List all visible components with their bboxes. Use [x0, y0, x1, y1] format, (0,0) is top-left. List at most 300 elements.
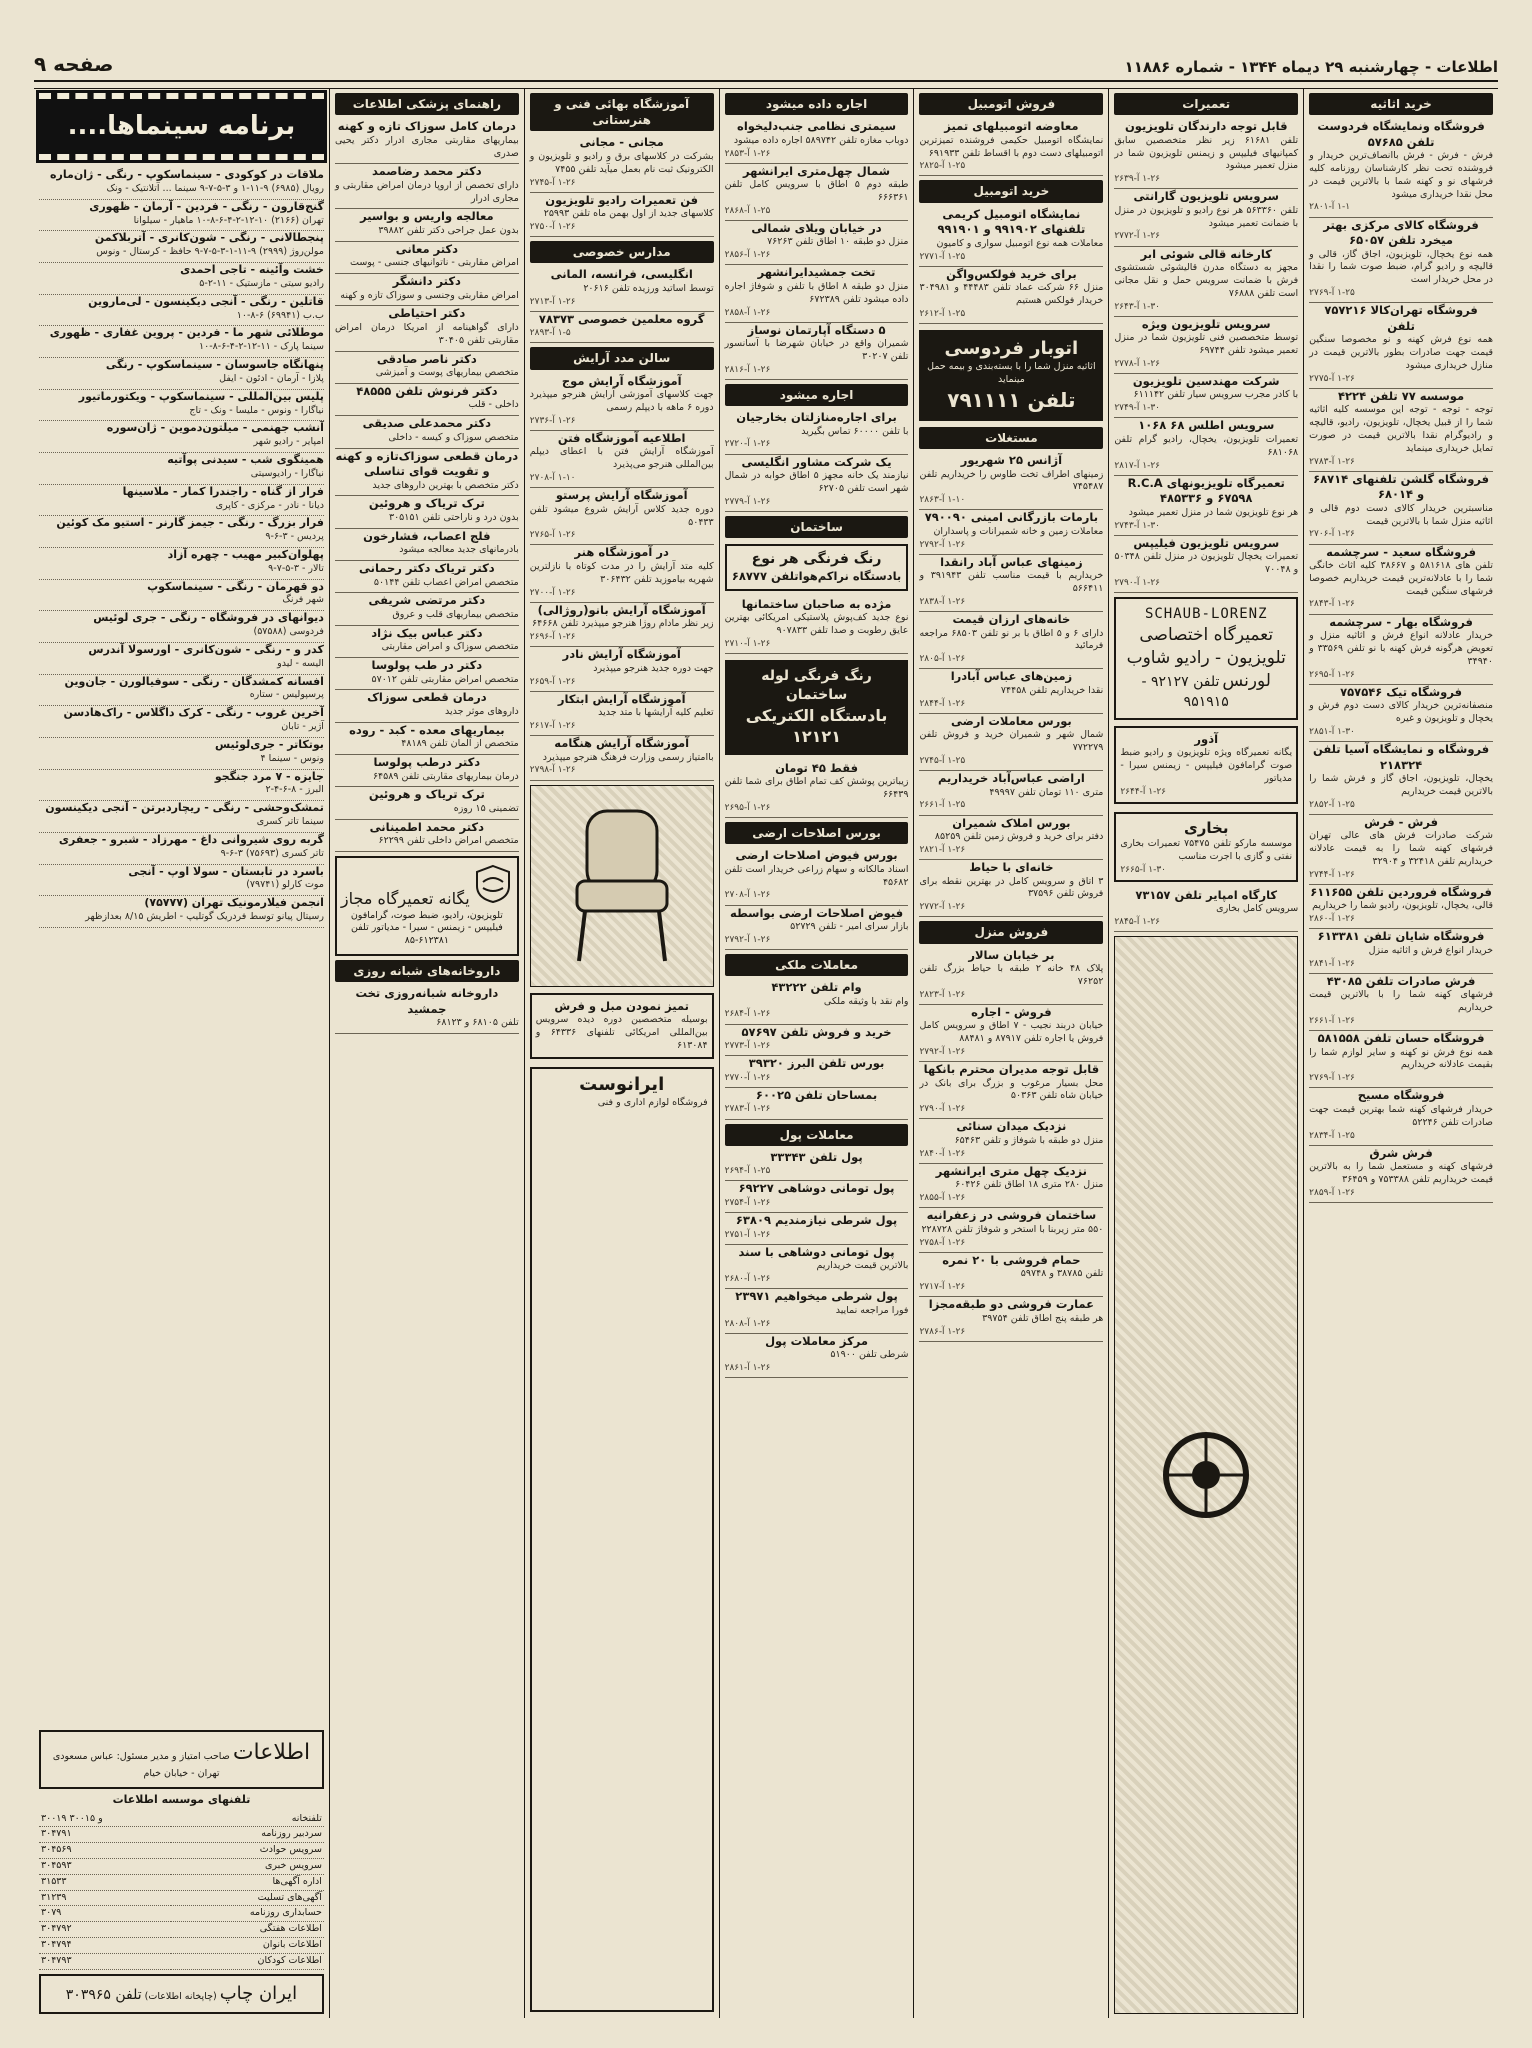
ad-body: شمال شهر و شمیران خرید و فروش تلفن ۷۷۲۲۷۹ [919, 729, 1104, 754]
cinema-listing [39, 231, 324, 263]
page-masthead [34, 36, 1498, 82]
ad-title: آذور [1194, 731, 1219, 746]
classified-ad [919, 669, 1103, 713]
ad-title: شمال چهل‌متری ایرانشهر [742, 163, 891, 178]
film-title: قاتلین - رنگی - آنجی دیکینسون - لی‌ماروین [88, 294, 324, 308]
classified-ad [1114, 536, 1298, 593]
ad-body: بازار سرای امیر - تلفن ۵۲۷۲۹ [790, 921, 909, 933]
ad-body: بیماریهای مقاربتی مجاری ادرار دکتر یحیی صدری [334, 134, 519, 159]
ad-title: ساختمان فروشی در زعفرانیه [926, 1208, 1097, 1223]
film-title: دیوانهای در فروشگاه - رنگی - جری لوئیس [93, 611, 324, 625]
ad-body: بدون عمل جراحی دکتر تلفن ۳۹۸۸۲ [378, 224, 519, 236]
cinema-listing [39, 390, 324, 422]
classified-ad [919, 267, 1103, 324]
ad-title: فروشگاه سعید - سرچشمه [1326, 544, 1477, 559]
ad-title: معالجه واریس و بواسیر [360, 209, 494, 224]
phone-row [39, 1906, 324, 1922]
classified-ad [335, 820, 519, 852]
ad-title: نزدیک چهل متری ایرانشهر [935, 1163, 1088, 1178]
cinema-listing [39, 295, 324, 327]
ad-code: ۱-۲۶ آ-۲۷۱۳ [529, 296, 576, 307]
phone-label: اطلاعات کودکان [171, 1953, 324, 1969]
heater-illustration [1114, 936, 1298, 2014]
ad-body: تلفن های ۵۸۱۶۱۸ و ۳۸۶۶۷ کلیه اثاث خانگی شما را با عادلانه‌ترین قیمت خریداریم خصوصا فرشهای سنگین قیمت [1309, 560, 1493, 597]
film-title: بوتکاتر - جری‌لوئیس [215, 737, 324, 751]
phone-number: ۳۰۴۵۶۹ [39, 1843, 171, 1859]
column-cars-realestate [913, 89, 1108, 2018]
ad-code: ۱-۲۶ آ-۲۷۸۶ [919, 1326, 966, 1337]
classified-ad [1309, 1088, 1493, 1145]
classified-ad [1309, 974, 1493, 1031]
ad-code: ۱-۲۶ آ-۲۶۱۷ [529, 721, 576, 732]
column-heading: خرید اتومبیل [919, 180, 1103, 202]
ad-phone: تلفن ۷۹۱۱۱۱ [947, 387, 1076, 412]
cinema-showtimes: سینما پارک - ۱۱-۱۲-۲-۴-۶-۸-۱۰ [199, 341, 324, 353]
ad-body: فرشهای کهنه و مستعمل شما را به بالاترین قیمت خریداریم تلفن ۷۵۳۳۸۸ و ۳۶۴۵۹ [1309, 1161, 1493, 1185]
ad-body: همه نوع فرش نو کهنه و سایر لوازم شما را بقیمت عادلانه خریداریم [1309, 1046, 1493, 1071]
ad-body: امراض مقاربتی - ناتوانیهای جنسی - پوست [349, 257, 519, 269]
classified-ad [919, 119, 1103, 176]
classified-ad [725, 1213, 909, 1245]
phone-row [39, 1843, 324, 1859]
ad-body: متخصص امراض داخلی تلفن ۶۲۲۹۹ [378, 835, 519, 847]
film-title: انجمن فیلارمونیک تهران (۷۵۷۷۷) [144, 896, 324, 910]
phone-label: حسابداری روزنامه [171, 1906, 324, 1922]
column-heading: مستغلات [919, 427, 1103, 449]
ad-title: تخت جمشیدایرانشهر [757, 265, 876, 280]
column-heading: بورس اصلاحات ارضی [725, 822, 909, 844]
ad-code: ۱-۲۶ آ-۲۷۹۰ [919, 1104, 966, 1115]
classified-ad [1114, 418, 1298, 475]
ad-body: معاملات زمین و خانه شمیرانات و پاسداران [933, 525, 1104, 537]
cinema-showtimes: مولن‌روژ (۲۹۹۹) ۹-۱۱-۱-۳-۵-۷-۹ حافظ - کرستال - ونوس [96, 246, 324, 258]
ad-title: فرش - فرش [1364, 814, 1439, 829]
ad-title: دکتر احتیاطی [388, 306, 466, 321]
classified-ad [530, 647, 714, 691]
ad-body: قالی، یخچال، تلویزیون، رادیو شما را خریداریم [1312, 900, 1493, 912]
cinema-listing [39, 833, 324, 865]
ad-body: متخصص امراض مقاربتی تلفن ۵۷۰۱۲ [371, 673, 519, 685]
ad-title: آموزشگاه آرایش موج [561, 373, 682, 388]
ad-code: ۱-۲۶ آ-۲۸۶۱ [724, 1363, 771, 1374]
classified-columns [34, 88, 1498, 2018]
ad-body: داخلی - قلب [468, 399, 519, 411]
ad-body: یگانه تعمیرگاه ویژه تلویزیون و رادیو ضبط صوت گرامافون فیلیپس - زیمنس سیرا - مدیاتور [1120, 747, 1293, 784]
cinema-showtimes: شهر فرنگ [282, 594, 324, 606]
ad-title: سرویس تلویزیون گارانتی [1133, 189, 1279, 204]
ad-body: منزل ۶۶ شرکت عماد تلفن ۴۴۴۸۳ و ۳۰۴۹۸۱ خریدار فولکس هستیم [919, 282, 1104, 306]
ad-list [1114, 119, 1298, 593]
ad-title: نمایشگاه اتومبیل کریمی تلفنهای ۹۹۱۹۰۲ و ۹۹۱۹۰۱ [937, 206, 1086, 237]
phones-title: تلفنهای موسسه اطلاعات [112, 1792, 251, 1806]
ad-title: پول شرطی میخواهیم ۲۳۹۷۱ [735, 1289, 898, 1304]
phone-label: سرویس خبری [171, 1859, 324, 1875]
ad-title: فروشگاه حسان تلفن ۵۸۱۵۵۸ [1317, 1031, 1485, 1046]
ad-body: توسط متخصصین فنی تلویزیون شما در منزل تعمیر میشود تلفن ۶۹۷۴۴ [1114, 332, 1299, 356]
phone-number: ۳۰۴۵۹۳ [39, 1859, 171, 1875]
ad-code: ۱-۲۶ آ-۲۸۱۷ [1114, 460, 1161, 471]
film-title: ملاقات در کوکودی - سینماسکوپ - رنگی - ژان‌ماره [50, 168, 324, 182]
column-heading: سالن مدد آرایش [530, 347, 714, 369]
cinema-showtimes: تهران (۲۱۶۶) ۱۰-۱۲-۲-۴-۶-۸-۱۰ ماهیار - سیلوانا [133, 214, 324, 226]
ad-title: بورس معاملات ارضی [951, 713, 1072, 728]
ad-list [725, 597, 909, 654]
ad-body: تلفن ۵۶۳۳۶۰ هر نوع رادیو و تلویزیون در منزل با ضمانت تعمیر میشود [1114, 204, 1299, 229]
ad-list [725, 1150, 909, 1378]
film-title: آخرین غروب - رنگی - کرک داگلاس - راک‌هادسن [63, 706, 324, 720]
phone-row [39, 1812, 324, 1827]
ad-body: منزل دو طبقه ۱۰ اطاق تلفن ۷۶۲۶۳ [767, 236, 909, 248]
phone-label: سرویس حوادث [171, 1843, 324, 1859]
heater-ad [1114, 812, 1298, 882]
ad-code: ۱-۲۵ آ-۲۶۹۴ [724, 1166, 771, 1177]
ad-code: ۱-۳۰ آ-۲۷۴۳ [1114, 520, 1161, 531]
ad-title: پول تومانی دوشاهی ۶۹۲۲۷ [738, 1181, 895, 1196]
ad-body: دارای گواهینامه از امریکا درمان امراض مقاربتی تلفن ۳۰۴۰۵ [334, 321, 519, 346]
ad-code: ۱-۲۶ آ-۲۸۰۸ [724, 1318, 771, 1329]
classified-ad [725, 1289, 909, 1333]
ad-code: ۱-۲۶ آ-۲۷۰۰ [529, 587, 576, 598]
column-heading: اجاره میشود [725, 384, 909, 406]
ad-code: ۱-۲۶ آ-۲۸۰۵ [919, 654, 966, 665]
cinema-listing [39, 453, 324, 485]
classified-ad [725, 1181, 909, 1213]
classified-ad [1114, 247, 1298, 317]
classified-ad [335, 119, 519, 164]
classified-ad [335, 449, 519, 497]
ad-code: ۱-۲۶ آ-۲۷۷۲ [919, 902, 966, 913]
phone-label: اطلاعات بانوان [171, 1938, 324, 1954]
ad-title: فلج اعصاب، فشارخون [363, 528, 491, 543]
ad-title: موسسه ۷۷ تلفن ۴۲۲۴ [1338, 388, 1465, 403]
phone-row [39, 1922, 324, 1938]
column-heading: خرید اثاثیه [1309, 93, 1493, 115]
ad-title: فروشگاه گلشن تلفنهای ۶۸۷۱۴ و ۶۸۰۱۴ [1313, 471, 1490, 502]
ad-body: کلیه متد آرایش را در مدت کوتاه با نازلترین شهریه بیاموزید تلفن ۳۰۶۴۳۲ [529, 560, 714, 585]
cinema-listing [39, 421, 324, 453]
classified-ad [725, 265, 909, 322]
ad-title: پول تومانی دوشاهی با سند [738, 1244, 895, 1259]
classified-ad [919, 771, 1103, 815]
ad-code: ۱-۲۶ آ-۲۸۲۳ [919, 989, 966, 1000]
ad-body: همه نوع فرش کهنه و نو مخصوصا سنگین قیمت جهت صادرات بطور بالاترین قیمت در منازل خریداری میشود [1309, 334, 1493, 371]
film-title: افسانه کمشدگان - رنگی - سوفیالورن - جان‌وین [64, 674, 324, 688]
classified-ad [335, 755, 519, 787]
classified-ad [919, 1208, 1103, 1252]
classified-ad [335, 274, 519, 306]
ad-body: زیباترین پوشش کف تمام اطاق برای شما تلفن ۶۶۴۳۹ [724, 776, 909, 801]
ad-body: منزل دو طبقه ۸ اطاق با تلفن و شوفاژ اجاره داده میشود تلفن ۶۷۲۳۸۹ [724, 280, 909, 305]
ad-title: معاوضه اتومبیلهای تمیز [944, 119, 1079, 134]
ad-code: ۱-۲۶ آ-۲۷۹۲ [919, 1046, 966, 1057]
cinema-listing [39, 200, 324, 232]
ad-body: فروشگاه لوازم اداری و فنی [597, 1096, 708, 1108]
pharmacy-ad [335, 986, 519, 1034]
column-repairs [1108, 89, 1303, 2018]
ad-title: فروشگاه شایان تلفن ۶۱۳۳۸۱ [1317, 929, 1485, 944]
ad-body: باامتیاز رسمی وزارت فرهنگ هنرجو میپذیرد [542, 751, 714, 763]
ad-body: زیر نظر مادام روژا هنرجو میپذیرد تلفن ۶۴۶۶۸ [532, 618, 714, 630]
ad-title: فیوض اصلاحات ارضی بواسطه [729, 905, 904, 920]
ad-body: دوره جدید کلاس آرایش شروع میشود تلفن ۵۰۴۳۳ [529, 503, 714, 528]
ad-body: منصفانه‌ترین خریدار کالای دست دوم فرش و یخچال و تلویزیون و غیره [1309, 700, 1493, 725]
philips-ad [335, 856, 519, 956]
ad-title: رنگ فرنگی هر نوع [751, 551, 882, 568]
ad-title: فروشگاه مسیح [1357, 1088, 1445, 1103]
ad-body: نمایشگاه اتومبیل حکیمی فروشنده تمیزترین اتومبیلهای دست دوم با اقساط تلفن ۶۹۱۹۳۳ [919, 134, 1104, 159]
ad-code: ۱-۲۶ آ-۲۷۹۰ [1114, 577, 1161, 588]
ad-body: خیابان دربند نجیب - ۷ اطاق و سرویس کامل فروش یا اجاره تلفن ۸۷۹۱۷ و ۸۸۴۸۱ [919, 1020, 1104, 1045]
ad-code: ۱-۲۶ آ-۲۷۵۴ [724, 1197, 771, 1208]
ad-title: دکتر درطب پولوسا [373, 755, 481, 770]
ad-body: شمیران واقع در خیابان شهرضا با آسانسور تلفن ۳۰۲۰۷ [724, 338, 909, 363]
film-title: گنج‌قارون - رنگی - فردین - آرمان - ظهوری [89, 199, 324, 213]
ad-body: یخچال، تلویزیون، اجاق گاز و فرش شما را بالاترین قیمت خریداریم [1309, 773, 1493, 797]
ad-title: دکتر دانشگر [392, 274, 461, 289]
classified-ad [335, 787, 519, 819]
classified-ad [919, 816, 1103, 860]
paint-banner [725, 544, 909, 590]
classified-ad [1309, 615, 1493, 685]
ad-title: بورس فیوض اصلاحات ارضی [735, 848, 898, 863]
ad-body: با کادر مجرب سرویس سیار تلفن ۶۱۱۱۴۲ [1133, 389, 1299, 401]
classified-ad [530, 736, 714, 780]
ad-phone: تلفن ۳۰۳۹۶۵ [65, 1986, 142, 2003]
ad-title: اتوبار فردوسی [944, 337, 1079, 359]
film-title: کدر و - رنگی - شون‌کانری - اورسولا آندرس [88, 642, 324, 656]
phone-label: اطلاعات هفتگی [171, 1922, 324, 1938]
ad-title: مجانی - مجانی [579, 135, 664, 150]
cinema-showtimes: امپایر - رادیو شهر [253, 436, 324, 448]
ad-code: ۱-۲۶ آ-۲۸۴۴ [919, 698, 966, 709]
ad-body: تلفن ۳۸۷۸۵ و ۵۹۷۴۸ [1020, 1268, 1104, 1280]
ad-title: زمین‌های عباس آبادرا [950, 669, 1073, 684]
ad-code: ۱-۲۶ آ-۲۸۳۸ [919, 596, 966, 607]
ad-body: مناسبترین خریدار کالای دست دوم قالی و اثاثیه منزل شما با بالاترین قیمت [1309, 502, 1493, 527]
ad-code: ۱-۲۶ آ-۲۷۴۴ [1309, 869, 1355, 880]
film-title: گربه‌ روی شیروانی داغ - مهرزاد - شبرو - جعفری [58, 832, 324, 846]
column-heading: ساختمان [725, 516, 909, 538]
ad-title: دکتر محمدعلی صدیقی [362, 416, 492, 431]
classified-ad [530, 193, 714, 237]
classified-ad [919, 1119, 1103, 1163]
classified-ad [919, 948, 1103, 1005]
ad-code: ۱-۳۰ آ-۲۶۴۳ [1114, 301, 1161, 312]
classified-ad [919, 510, 1103, 554]
ad-code: ۱-۲۶ آ-۲۷۷۰ [724, 1072, 771, 1083]
ad-body: دکتر متخصص با بهترین داروهای جدید [372, 479, 519, 491]
ad-title: پول شرطی نیازمندیم ۶۳۸۰۹ [735, 1213, 898, 1228]
classified-ad [530, 135, 714, 192]
ad-body: هر نوع تلویزیون شما در منزل تعمیر میشود [1128, 506, 1299, 518]
phone-label: آگهی‌های تسلیت [171, 1890, 324, 1906]
cinema-showtimes: سینما تاتر کسری [256, 816, 324, 828]
ad-body: فورا مراجعه نمایید [835, 1304, 909, 1316]
classified-ad [1309, 685, 1493, 742]
ad-title: خانه‌ای با حیاط [969, 860, 1054, 875]
ad-code: ۱-۲۵ آ-۲۷۷۱ [919, 251, 966, 262]
cinema-listing [39, 326, 324, 358]
page-number-label: صفحه ۹ [34, 52, 114, 76]
cinema-listing [39, 865, 324, 897]
ad-body: پلاک ۴۸ خانه ۲ طبقه با حیاط بزرگ تلفن ۷۶۲۵۲ [919, 963, 1104, 987]
ad-title: برای اجاره‌منازلتان بخارجیان [736, 410, 897, 425]
ad-body: متخصص سوزاک و کیسه - داخلی [388, 431, 519, 443]
classified-ad [530, 267, 714, 311]
classified-ad [725, 221, 909, 265]
ad-title: فروشگاه ونمایشگاه فردوست تلفن ۵۷۶۸۵ [1317, 119, 1485, 149]
ettelaat-logo [39, 1730, 324, 1789]
phone-label: سردبیر روزنامه [171, 1827, 324, 1843]
ad-title: بمساحان تلفن ۶۰۰۲۵ [755, 1087, 878, 1102]
column-heading: تعمیرات [1114, 93, 1298, 115]
column-heading: مدارس خصوصی [530, 241, 714, 263]
ad-title: تمیز نمودن مبل و فرش [554, 998, 690, 1013]
ad-title: فروشگاه کالای مرکزی بهتر میخرد تلفن ۶۵۰۵۷ [1323, 217, 1479, 248]
ad-title: ۵ دستگاه آپارتمان نوساز [747, 322, 886, 337]
ad-title: داروخانه شبانه‌روزی تخت جمشید [355, 986, 499, 1016]
classified-ad [335, 306, 519, 351]
brand-logo: SCHAUB-LORENZ [1144, 605, 1268, 622]
ad-title: مرکز معاملات پول [765, 1333, 869, 1348]
ad-title: شرکت مهندسین تلویزیون [1132, 373, 1280, 388]
ad-body: تعلیم کلیه آرایشها با متد جدید [598, 707, 714, 719]
classified-ad [919, 1164, 1103, 1208]
film-title: موطلائی شهر ما - فردین - پروین غفاری - ظهوری [49, 326, 324, 340]
classified-ad [1309, 545, 1493, 615]
classified-ad [1114, 189, 1298, 246]
ad-code: ۱-۲۶ آ-۲۷۱۷ [919, 1282, 966, 1293]
wheel-icon [1161, 1430, 1251, 1520]
ad-code: ۱-۲۶ آ-۲۶۵۹ [529, 676, 576, 687]
furniture-cleaning-ad [530, 993, 714, 1059]
ad-body: نوع جدید کف‌پوش پلاستیکی امریکائی بهترین عایق رطوبت و صدا تلفن ۹۰۷۸۳۳ [724, 612, 909, 636]
classified-ad [1114, 374, 1298, 418]
column-heading: داروخانه‌های شبانه روزی [335, 960, 519, 982]
classified-ad [1309, 472, 1493, 545]
classified-ad [1309, 929, 1493, 973]
schaub-lorenz-ad [1114, 597, 1298, 720]
film-title: خشت وآئینه - تاجی احمدی [180, 263, 324, 277]
phone-number: ۳۰۷۹ [39, 1906, 171, 1922]
ad-title: انگلیسی، فرانسه، المانی [550, 267, 693, 282]
ad-code: ۱-۲۶ آ-۲۸۲۱ [919, 844, 966, 855]
ad-body: متخصص از آلمان تلفن ۴۸۱۸۹ [401, 738, 519, 750]
ad-title: در خیابان ویلای شمالی [751, 220, 882, 235]
classified-ad [530, 431, 714, 488]
phone-label: تلفنخانه [171, 1812, 324, 1827]
classified-ad [1309, 1146, 1493, 1203]
cinema-listing [39, 263, 324, 295]
cinema-list [39, 168, 324, 928]
column-heading: آموزشگاه بهائی فنی و هنرستانی [530, 93, 714, 131]
ad-body: بشرکت در کلاسهای برق و رادیو و تلویزیون و الکترونیک ثبت نام بعمل میآید تلفن ۷۴۵۵ [529, 150, 714, 175]
classified-ad [335, 593, 519, 625]
film-title: آنشب جهنمی - میلتون‌دموین - ژان‌سوره [106, 421, 324, 435]
classified-ad [725, 597, 909, 654]
ad-body: دارای ۶ و ۵ اطاق با بر نو تلفن ۶۸۵۰۳ مراجعه فرمائید [919, 627, 1104, 652]
ad-title: فن تعمیرات رادیو تلویزیون [545, 192, 699, 207]
ad-list [725, 761, 909, 818]
classified-ad [725, 848, 909, 905]
column-heading: راهنمای پزشکی اطلاعات [335, 93, 519, 115]
ad-list [530, 135, 714, 237]
column-heading: معاملات ملکی [725, 954, 909, 976]
ad-list [919, 948, 1103, 1342]
film-title: فرار از گناه - راجندرا کمار - ملاسینها [122, 484, 324, 498]
ad-title: زمینهای عباس آباد رانقدا [940, 554, 1083, 569]
cinema-showtimes: رادیو سیتی - مازستیک - ۱۱-۲-۵ [199, 277, 324, 289]
ad-body: تعمیرات تلویزیون، یخچال، رادیو گرام تلفن ۶۸۱۰۶۸ [1114, 433, 1299, 458]
classified-ad [335, 384, 519, 416]
ad-body: متری ۱۱۰ تومان تلفن ۴۹۹۹۷ [989, 786, 1104, 798]
ad-body: دفتر برای خرید و فروش زمین تلفن ۸۵۲۵۹ [934, 831, 1104, 843]
classified-ad [1309, 389, 1493, 472]
classified-ad [1309, 1031, 1493, 1088]
column-heading: فروش منزل [919, 921, 1103, 943]
cinema-showtimes: موت کارلو (۷۹۷۴۱) [246, 879, 324, 891]
classified-ad [725, 1150, 909, 1182]
azur-ad [1114, 726, 1298, 804]
phone-label: اداره آگهی‌ها [171, 1874, 324, 1890]
ad-code: ۱-۲۵ آ-۲۷۶۹ [1309, 288, 1355, 299]
cinema-showtimes: الیسه - لیدو [277, 657, 324, 669]
cinema-listing [39, 580, 324, 612]
classified-ad [530, 603, 714, 647]
ad-code: ۱-۲۶ آ-۲۷۴۵ [529, 177, 576, 188]
cinema-listing [39, 485, 324, 517]
classified-ad [1309, 303, 1493, 389]
classified-ad [1309, 885, 1493, 929]
ad-code: ۱-۲۶ آ-۲۷۹۲ [724, 934, 771, 945]
ad-code: ۱-۲۶ آ-۲۷۳۶ [529, 415, 576, 426]
ad-title: بورس املاک شمیران [952, 815, 1071, 830]
ad-code: ۱-۳۰ آ-۲۷۴۹ [1114, 403, 1161, 414]
ad-body: متخصص بیماریهای پوست و آمیزشی [375, 367, 519, 379]
classified-ad [725, 980, 909, 1024]
cinema-showtimes: دیانا - نادر - مرکزی - کاپری [215, 499, 324, 511]
ad-body: توسط اساتید ورزیده تلفن ۲۰۶۱۶ [583, 282, 714, 294]
ad-title: دکتر محمد رضاصمد [371, 164, 482, 179]
ad-code: ۱-۲۶ آ-۲۸۴۳ [1309, 599, 1355, 610]
ad-body: آموزشگاه آرایش فتن با اعطای دیپلم بین‌المللی هنرجو می‌پذیرد [529, 446, 714, 471]
classified-ad [1114, 119, 1298, 189]
ad-body: خریدار فرشهای کهنه شما بهترین قیمت جهت صادرات تلفن ۵۲۲۴۶ [1309, 1103, 1493, 1128]
ad-body: شرطی تلفن ۵۱۹۰۰ [830, 1349, 909, 1361]
classified-ad [1309, 815, 1493, 885]
ad-code: ۱-۲۶ آ-۲۷۵۸ [919, 1237, 966, 1248]
film-title: تمشک‌وحشی - رنگی - ریچاردبرتن - آنجی دیکینسون [45, 801, 324, 815]
ad-code: ۱-۲۶ آ-۲۷۷۵ [1309, 373, 1355, 384]
phone-number: ۳۰۴۷۹۱ [39, 1827, 171, 1843]
cinema-listing [39, 738, 324, 770]
ad-title: خانه‌های ارزان قیمت [952, 612, 1071, 627]
ad-body: معاملات همه نوع اتومبیل سواری و کامیون [936, 237, 1104, 249]
ad-body: جهت کلاسهای آموزشی آرایش هنرجو میپذیرد دوره ۶ ماهه با دیپلم رسمی [529, 389, 714, 413]
phone-row [39, 1890, 324, 1906]
ad-body: نقدا خریداریم تلفن ۷۴۴۵۸ [1000, 684, 1104, 696]
ad-body: منزل دو طبقه با شوفاژ و تلفن ۶۵۴۶۳ [954, 1134, 1104, 1146]
film-title: دو قهرمان - رنگی - سینماسکوپ [147, 579, 324, 593]
column-furniture [1303, 89, 1498, 2018]
cinema-showtimes: ونوس - سینما ۴ [260, 752, 324, 764]
classified-ad [725, 119, 909, 163]
classified-ad [530, 488, 714, 545]
ad-body: خریدار عادلانه انواع فرش و اثاثیه منزل و تعویض هرگونه فرش کهنه با نو تلفن ۳۳۵۶۹ و ۳۴۹۴۰ [1309, 630, 1493, 667]
classified-ad [530, 374, 714, 431]
ad-body: اثاثیه منزل شما را با بسته‌بندی و بیمه حمل مینماید [927, 361, 1096, 386]
ad-title: دکتر فرنوش تلفن ۴۸۵۵۵ [356, 383, 498, 398]
